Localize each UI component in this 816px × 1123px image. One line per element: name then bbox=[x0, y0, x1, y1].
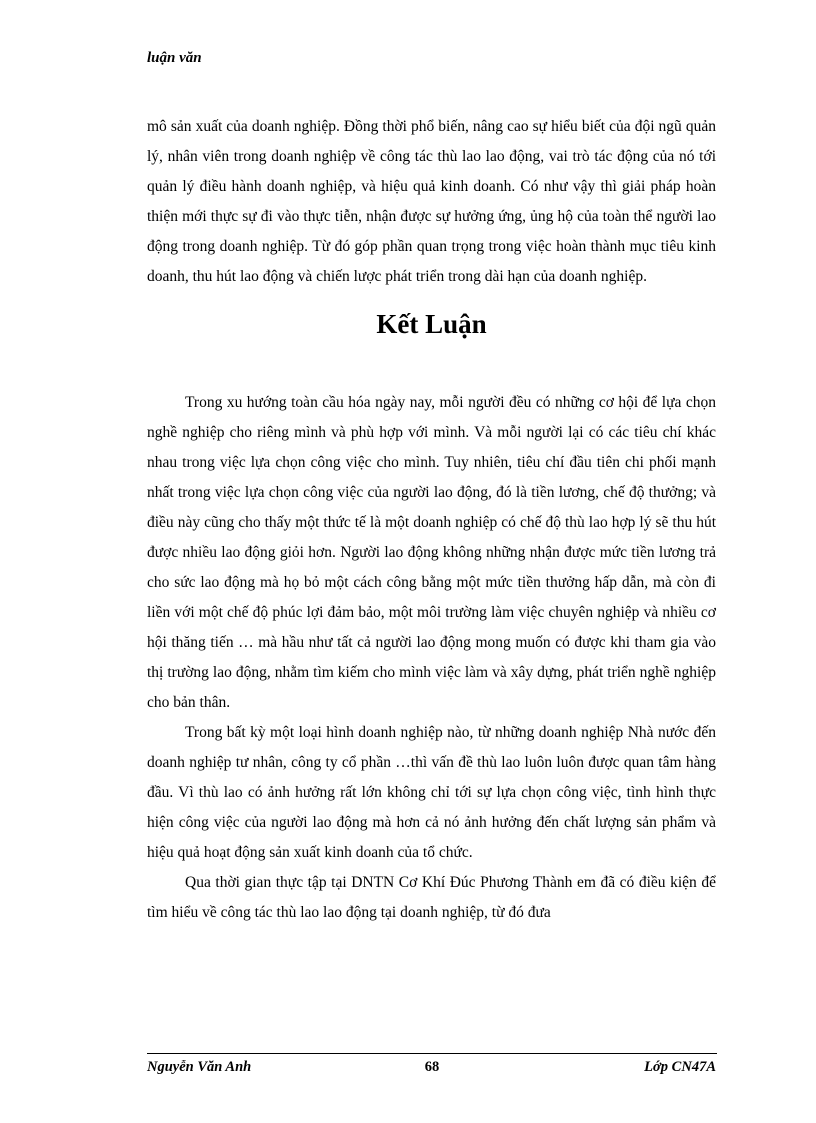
footer-author: Nguyễn Văn Anh bbox=[147, 1059, 252, 1075]
paragraph-conclusion-3: Qua thời gian thực tập tại DNTN Cơ Khí Đúc Phương Thành em đã có điều kiện để tìm hiểu về công tác thù lao lao động tại doanh nghiệp, từ đó đưa bbox=[147, 874, 716, 921]
section-title: Kết Luận bbox=[376, 309, 487, 339]
footer-class: Lớp CN47A bbox=[644, 1059, 716, 1075]
paragraph-conclusion-2: Trong bất kỳ một loại hình doanh nghiệp nào, từ những doanh nghiệp Nhà nước đến doanh nghiệp tư nhân, công ty cổ phần …thì vấn đề thù lao luôn luôn được quan tâm hàng đầu. Vì thù lao có ảnh hưởng rất lớn không chỉ tới sự lựa chọn công việc, tình hình thực hiện công việc của người lao động mà hơn cả nó ảnh hưởng đến chất lượng sản phẩm và hiệu quả hoạt động sản xuất kinh doanh của tổ chức. bbox=[147, 724, 716, 861]
page-number: 68 bbox=[424, 1059, 440, 1075]
paragraph-conclusion-1: Trong xu hướng toàn cầu hóa ngày nay, mỗi người đều có những cơ hội để lựa chọn nghề nghiệp cho riêng mình và phù hợp với mình. Và mỗi người lại có các tiêu chí khác nhau trong việc lựa chọn công việc cho mình. Tuy nhiên, tiêu chí đầu tiên chi phối mạnh nhất trong việc lựa chọn công việc của người lao động, đó là tiền lương, chế độ thưởng; và điều này cũng cho thấy một thức tế là một doanh nghiệp có chế độ thù lao hợp lý sẽ thu hút được nhiều lao động giỏi hơn. Người lao động không những nhận được mức tiền lương trả cho sức lao động mà họ bỏ một cách công bằng một mức tiền thưởng hấp dẫn, mà còn đi liền với một chế độ phúc lợi đảm bảo, một môi trường làm việc chuyên nghiệp và nhiều cơ hội thăng tiến … mà hầu như tất cả người lao động mong muốn có được khi tham gia vào thị trường lao động, nhằm tìm kiếm cho mình việc làm và xây dựng, phát triển nghề nghiệp cho bản thân. bbox=[147, 394, 716, 711]
document-body bbox=[147, 112, 716, 928]
page-header: luận văn bbox=[147, 50, 202, 66]
paragraph-continued: mô sản xuất của doanh nghiệp. Đồng thời phổ biến, nâng cao sự hiểu biết của đội ngũ quản lý, nhân viên trong doanh nghiệp về công tác thù lao lao động, vai trò tác động của nó tới quản lý điều hành doanh nghiệp, và hiệu quả kinh doanh. Có như vậy thì giải pháp hoàn thiện mới thực sự đi vào thực tiễn, nhận được sự hưởng ứng, ủng hộ của toàn thể người lao động trong doanh nghiệp. Từ đó góp phần quan trọng trong việc hoàn thành mục tiêu kinh doanh, thu hút lao động và chiến lược phát triển trong dài hạn của doanh nghiệp. bbox=[147, 118, 716, 285]
footer-divider bbox=[147, 1053, 717, 1054]
